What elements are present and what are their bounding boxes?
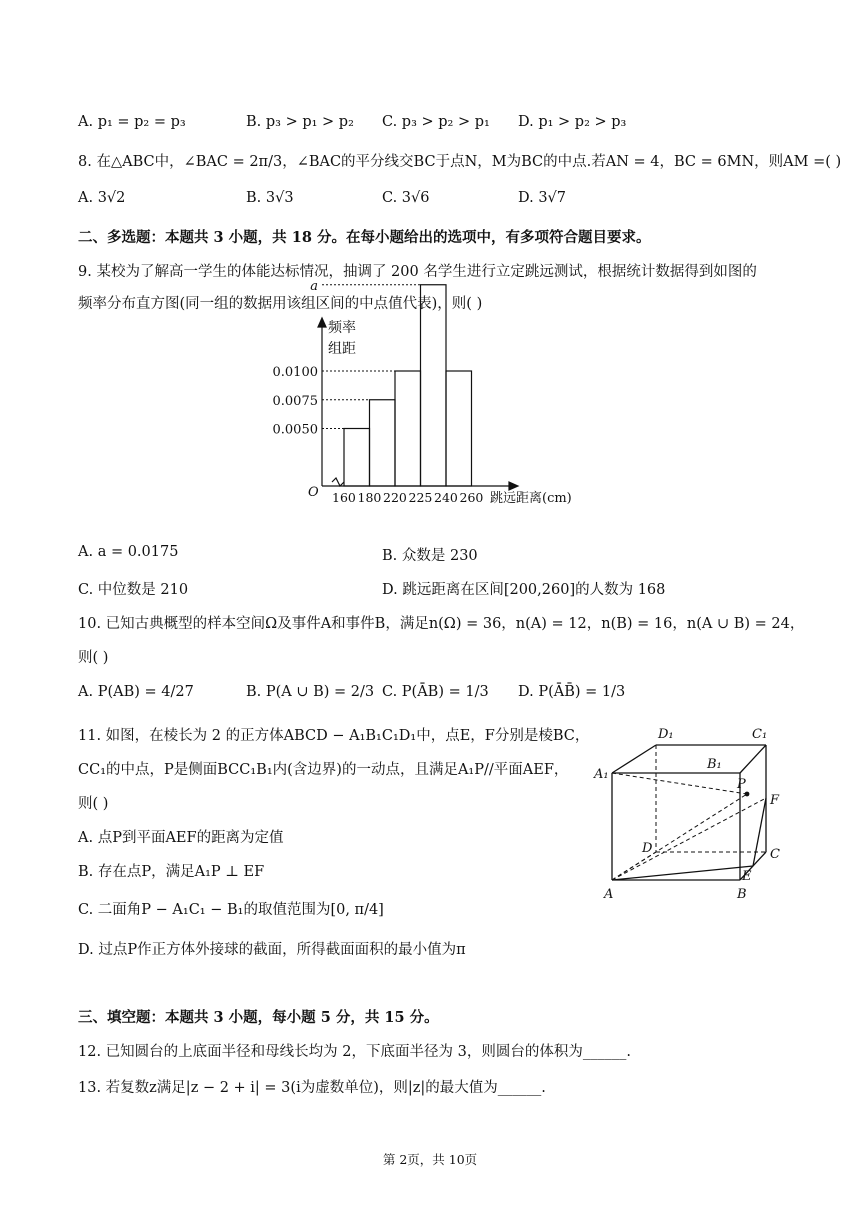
cube-label-a: A: [604, 887, 614, 902]
histogram-bar: [344, 429, 370, 487]
q11-stem-line3: 则( ): [78, 796, 109, 812]
cube-label-d1: D₁: [658, 727, 674, 742]
q9-stem-line1: 9. 某校为了解高一学生的体能达标情况，抽调了 200 名学生进行立定跳远测试，根据统计数据得到如图的: [78, 264, 757, 280]
q13-stem: 13. 若复数z满足|z − 2 + i| = 3(i为虚数单位)，则|z|的最大值为______.: [78, 1080, 546, 1096]
cube-label-b: B: [737, 887, 747, 902]
cube-label-d: D: [642, 841, 653, 856]
y-tick-label: a: [310, 278, 318, 294]
y-tick-label: 0.0075: [272, 393, 318, 409]
axis-break-mark: [332, 478, 344, 486]
origin-label: O: [308, 485, 319, 500]
q12-stem: 12. 已知圆台的上底面半径和母线长均为 2，下底面半径为 3，则圆台的体积为______.: [78, 1044, 631, 1060]
x-tick-label: 225: [408, 490, 433, 505]
q8-option-b: B. 3√3: [246, 190, 294, 206]
q7-option-c: C. p₃ > p₂ > p₁: [382, 114, 490, 130]
x-tick-label: 220: [383, 490, 407, 505]
histogram-bar: [370, 400, 396, 486]
q11-stem-line1: 11. 如图，在棱长为 2 的正方体ABCD − A₁B₁C₁D₁中，点E，F分别是棱BC，: [78, 728, 590, 744]
x-axis-label: 跳远距离(cm): [490, 491, 572, 506]
q10-option-d: D. P(ĀB̄) = 1/3: [518, 684, 626, 700]
q7-option-d: D. p₁ > p₂ > p₃: [518, 114, 627, 130]
q10-option-b: B. P(A ∪ B) = 2/3: [246, 684, 375, 700]
cube-figure: [590, 716, 790, 906]
histogram-bar: [421, 285, 447, 486]
q10-option-c: C. P(ĀB) = 1/3: [382, 684, 489, 700]
section-heading-fill-in: 三、填空题：本题共 3 小题，每小题 5 分，共 15 分。: [78, 1009, 439, 1026]
cube-label-p: P: [737, 777, 746, 792]
y-label-bottom: 组距: [328, 341, 356, 357]
q9-option-a: A. a = 0.0175: [78, 544, 179, 560]
q10-option-a: A. P(AB) = 4/27: [78, 684, 194, 700]
q8-option-a: A. 3√2: [78, 190, 126, 206]
q10-stem-line2: 则( ): [78, 650, 109, 666]
cube-label-c: C: [770, 847, 780, 862]
q7-option-a: A. p₁ = p₂ = p₃: [78, 114, 186, 130]
x-tick-label: 160: [332, 490, 356, 505]
q9-stem-line2: 频率分布直方图(同一组的数据用该组区间的中点值代表)，则( ): [78, 296, 483, 312]
q11-stem-line2: CC₁的中点，P是侧面BCC₁B₁内(含边界)的一动点，且满足A₁P//平面AEF，: [78, 762, 569, 778]
histogram-bar: [395, 371, 421, 486]
q7-option-b: B. p₃ > p₁ > p₂: [246, 114, 354, 130]
cube-label-a1: A₁: [594, 767, 609, 782]
q8-stem: 8. 在△ABC中，∠BAC = 2π/3，∠BAC的平分线交BC于点N，M为BC的中点.若AN = 4，BC = 6MN，则AM =( ): [78, 154, 842, 170]
page-footer: 第 2页，共 10页: [382, 1152, 478, 1167]
x-tick-label: 260: [459, 490, 484, 505]
q8-option-c: C. 3√6: [382, 190, 430, 206]
y-label-top: 频率: [328, 320, 356, 336]
y-tick-label: 0.0050: [272, 422, 318, 438]
x-tick-label: 240: [434, 490, 458, 505]
q9-option-d: D. 跳远距离在区间[200,260]的人数为 168: [382, 582, 666, 598]
cube-label-b1: B₁: [707, 757, 722, 772]
cube-label-e: E: [742, 869, 752, 884]
section-heading-multiple-choice: 二、多选题：本题共 3 小题，共 18 分。在每小题给出的选项中，有多项符合题目要求。: [78, 229, 651, 246]
q11-option-a: A. 点P到平面AEF的距离为定值: [78, 830, 284, 846]
x-tick-label: 180: [357, 490, 382, 505]
histogram-bar: [446, 371, 472, 486]
q11-option-c: C. 二面角P − A₁C₁ − B₁的取值范围为[0, π/4]: [78, 902, 384, 918]
cube-label-f: F: [770, 793, 780, 808]
q9-option-b: B. 众数是 230: [382, 548, 478, 564]
x-axis-arrow: [509, 482, 518, 490]
q11-option-d: D. 过点P作正方体外接球的截面，所得截面面积的最小值为π: [78, 942, 466, 958]
cube-label-c1: C₁: [752, 727, 768, 742]
y-tick-label: 0.0100: [272, 365, 318, 380]
q9-option-c: C. 中位数是 210: [78, 582, 189, 598]
q10-stem-line1: 10. 已知古典概型的样本空间Ω及事件A和事件B，满足n(Ω) = 36，n(A) = 12，n(B) = 16，n(A ∪ B) = 24，: [78, 616, 805, 632]
y-axis-arrow: [318, 318, 326, 327]
q8-option-d: D. 3√7: [518, 190, 567, 206]
q11-option-b: B. 存在点P，满足A₁P ⊥ EF: [78, 864, 265, 880]
